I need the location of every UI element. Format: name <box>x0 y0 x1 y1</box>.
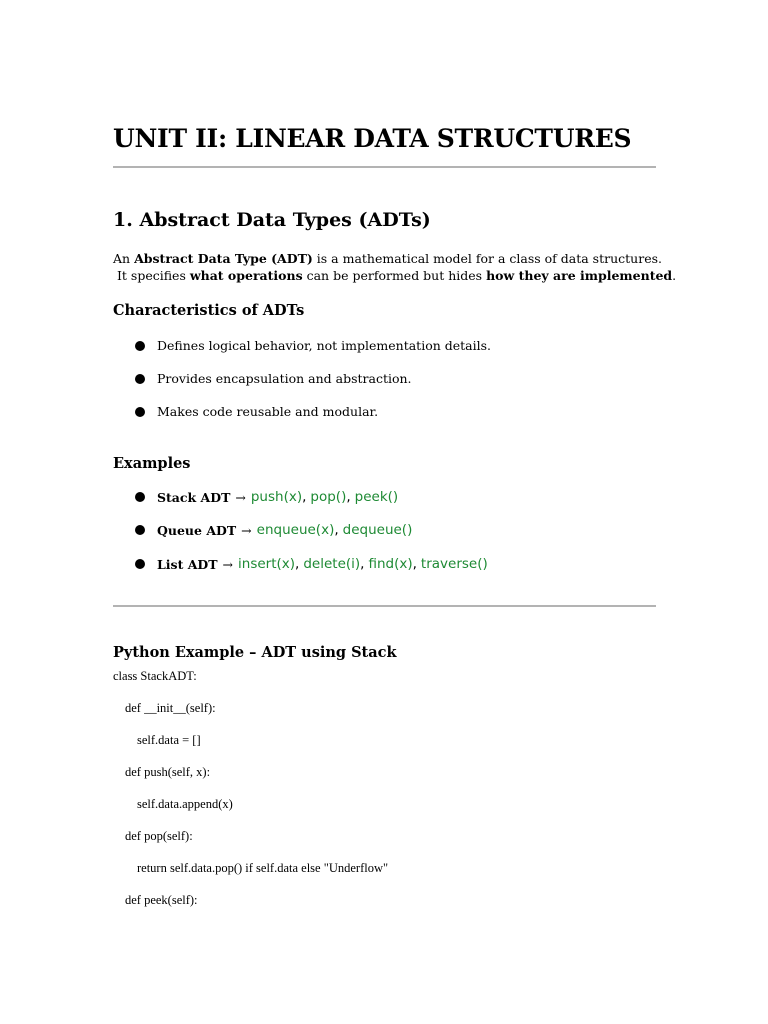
comma: , <box>412 556 417 572</box>
example-item-queue <box>135 522 412 538</box>
operation: delete(i) <box>303 556 361 572</box>
code-line: class StackADT: <box>113 669 197 683</box>
code-line: def __init__(self): <box>125 701 216 715</box>
code-line: self.data = [] <box>137 733 201 747</box>
operation: push(x) <box>250 489 303 505</box>
bullet-icon <box>135 492 145 502</box>
operation: insert(x) <box>238 556 296 572</box>
code-line: def push(self, x): <box>125 765 211 779</box>
horizontal-rule <box>113 605 656 607</box>
code-line: return self.data.pop() if self.data else "Underflow" <box>137 861 389 875</box>
horizontal-rule <box>113 166 656 168</box>
intro-text: An <box>113 251 135 266</box>
bullet-icon <box>135 407 145 417</box>
comma: , <box>346 489 351 505</box>
python-example-heading: Python Example – ADT using Stack <box>113 644 397 661</box>
intro-text: . <box>672 268 677 283</box>
code-line: def pop(self): <box>125 829 193 843</box>
characteristic-text: Defines logical behavior, not implementation details. <box>157 338 492 353</box>
operation: dequeue() <box>342 522 413 538</box>
intro-bold: how they are implemented <box>486 268 673 283</box>
intro-text: is a mathematical model for a class of data structures. <box>312 251 662 266</box>
arrow-separator: → <box>222 556 234 572</box>
arrow-separator: → <box>241 522 252 538</box>
intro-text: It specifies <box>113 268 190 283</box>
operation: traverse() <box>420 556 488 572</box>
bullet-icon <box>135 341 145 351</box>
unit-title: UNIT II: LINEAR DATA STRUCTURES <box>113 124 632 153</box>
characteristics-heading: Characteristics of ADTs <box>113 302 305 319</box>
comma: , <box>302 489 307 505</box>
arrow-separator: → <box>235 489 246 505</box>
operation: peek() <box>354 489 399 505</box>
characteristic-text: Provides encapsulation and abstraction. <box>157 371 412 386</box>
characteristic-text: Makes code reusable and modular. <box>157 404 379 419</box>
comma: , <box>334 522 339 538</box>
example-name: Stack ADT <box>157 489 231 505</box>
bullet-icon <box>135 559 145 569</box>
code-line: self.data.append(x) <box>137 797 233 811</box>
intro-bold: Abstract Data Type (ADT) <box>134 251 313 266</box>
section-heading: 1. Abstract Data Types (ADTs) <box>113 209 431 231</box>
intro-text: can be performed but hides <box>302 268 487 283</box>
comma: , <box>295 556 300 572</box>
comma: , <box>360 556 365 572</box>
intro-bold: what operations <box>189 268 303 283</box>
example-item-stack <box>135 489 398 505</box>
bullet-icon <box>135 525 145 535</box>
bullet-icon <box>135 374 145 384</box>
intro-paragraph <box>113 250 677 284</box>
example-item-list <box>135 556 488 572</box>
examples-heading: Examples <box>113 455 191 472</box>
characteristic-item <box>135 371 412 386</box>
code-line: def peek(self): <box>125 893 198 907</box>
characteristic-item <box>135 404 378 419</box>
characteristic-item <box>135 338 491 353</box>
example-name: List ADT <box>157 556 218 572</box>
operation: pop() <box>310 489 347 505</box>
operation: enqueue(x) <box>256 522 335 538</box>
example-name: Queue ADT <box>157 522 237 538</box>
operation: find(x) <box>368 556 413 572</box>
